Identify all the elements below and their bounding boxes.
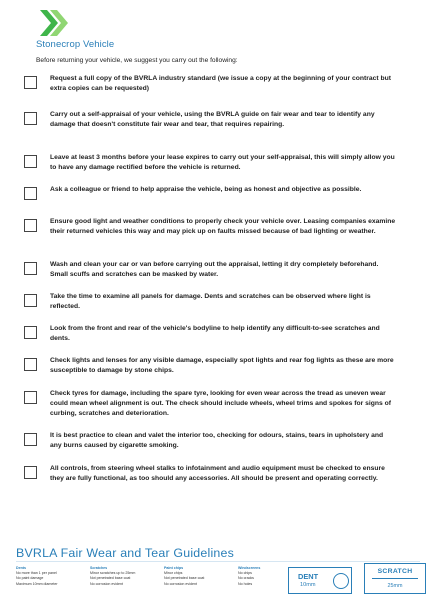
checkbox[interactable] — [24, 112, 37, 125]
guideline-line: Not penetrated base coat — [90, 576, 131, 581]
guideline-line: No chips — [238, 571, 252, 576]
guideline-heading: Paint chips — [164, 566, 184, 570]
checkbox[interactable] — [24, 358, 37, 371]
guideline-line: No paint damage — [16, 576, 44, 581]
checklist-item-text: Ask a colleague or friend to help appraise the vehicle, being as honest and objective as possible. — [50, 186, 362, 193]
brand-logo — [36, 8, 136, 38]
guideline-line: No corrosion evident — [164, 581, 197, 586]
checklist-item-text: All controls, from steering wheel stalks to infotainment and audio equipment must be checked to ensure they are fully functional, as too should any accessories. All should be present and operating correctly. — [50, 465, 385, 483]
checklist-item-text: Request a full copy of the BVRLA industry standard (we issue a copy at the beginning of your contract but extra copies can be requested) — [50, 75, 392, 93]
dent-label: DENT — [298, 572, 319, 581]
guideline-line: No more than 1 per panel — [16, 571, 57, 576]
checkbox[interactable] — [24, 326, 37, 339]
brand-name: Stonecrop Vehicle — [36, 39, 115, 50]
checkbox[interactable] — [24, 155, 37, 168]
scratch-gauge — [364, 563, 426, 594]
scratch-label: SCRATCH — [377, 568, 413, 575]
guideline-line: No corrosion evident — [90, 581, 123, 586]
checklist-item-text: It is best practice to clean and valet the interior too, checking for odours, stains, tears in upholstery and any burns caused by cigarette smoking. — [50, 432, 384, 450]
guideline-heading: Scratches — [90, 566, 108, 570]
checklist-item-text: Wash and clean your car or van before carrying out the appraisal, letting it dry completely beforehand. Small scuffs and scratches can be masked by water. — [50, 261, 379, 279]
scratch-line-icon — [372, 578, 418, 579]
checkbox[interactable] — [24, 262, 37, 275]
intro-text: Before returning your vehicle, we suggest you carry out the following: — [36, 57, 238, 64]
dent-size: 10mm — [300, 582, 316, 588]
checklist-item-text: Check tyres for damage, including the spare tyre, looking for even wear across the tread as uneven wear could mean wheel alignment is out. The check should include wheels, wheel trims and spokes for signs of curbing, scratches and deterioration. — [50, 390, 391, 418]
checkbox[interactable] — [24, 219, 37, 232]
guideline-line: No cracks — [238, 576, 254, 581]
checkbox[interactable] — [24, 187, 37, 200]
checklist-item-text: Leave at least 3 months before your lease expires to carry out your self-appraisal, this will simply allow you to have any damage rectified before the vehicle is returned. — [50, 154, 395, 172]
guidelines-columns — [16, 566, 319, 596]
guideline-line: No holes — [238, 581, 253, 586]
footer-title: BVRLA Fair Wear and Tear Guidelines — [16, 546, 234, 560]
checkbox[interactable] — [24, 433, 37, 446]
checklist-item-text: Check lights and lenses for any visible damage, especially spot lights and rear fog lights as these are more susceptible to damage by stone chips. — [50, 357, 394, 375]
checkbox[interactable] — [24, 76, 37, 89]
checklist-item-text: Look from the front and rear of the vehicle's bodyline to help identify any difficult-to-see scratches and dents. — [50, 325, 380, 343]
guideline-line: Not penetrated base coat — [164, 576, 205, 581]
checkbox[interactable] — [24, 466, 37, 479]
checklist-item-text: Ensure good light and weather conditions to properly check your vehicle over. Leasing companies examine their returned vehicles this way and may pick up on faults missed because of bad lighting or weather. — [50, 218, 396, 236]
guideline-line: Maximum 10mm diameter — [16, 581, 58, 586]
chevron-logo-icon — [38, 8, 72, 38]
guideline-column — [16, 566, 86, 587]
guideline-heading: Dents — [16, 566, 26, 570]
guideline-heading: Windscreens — [238, 566, 261, 570]
circle-icon — [333, 573, 349, 589]
divider — [16, 561, 420, 562]
scratch-size: 25mm — [387, 583, 403, 589]
dent-gauge — [288, 567, 352, 594]
checklist-item-text: Take the time to examine all panels for damage. Dents and scratches can be observed where light is reflected. — [50, 293, 371, 311]
checkbox[interactable] — [24, 391, 37, 404]
checklist-item-text: Carry out a self-appraisal of your vehicle, using the BVRLA guide on fair wear and tear to identify any damage that doesn't constitute fair wear and tear, that requires repairing. — [50, 111, 375, 129]
checkbox[interactable] — [24, 294, 37, 307]
guideline-column — [90, 566, 160, 587]
guideline-line: Minor scratches up to 25mm — [90, 571, 136, 576]
guideline-column — [164, 566, 234, 587]
guideline-line: Minor chips — [164, 571, 183, 576]
